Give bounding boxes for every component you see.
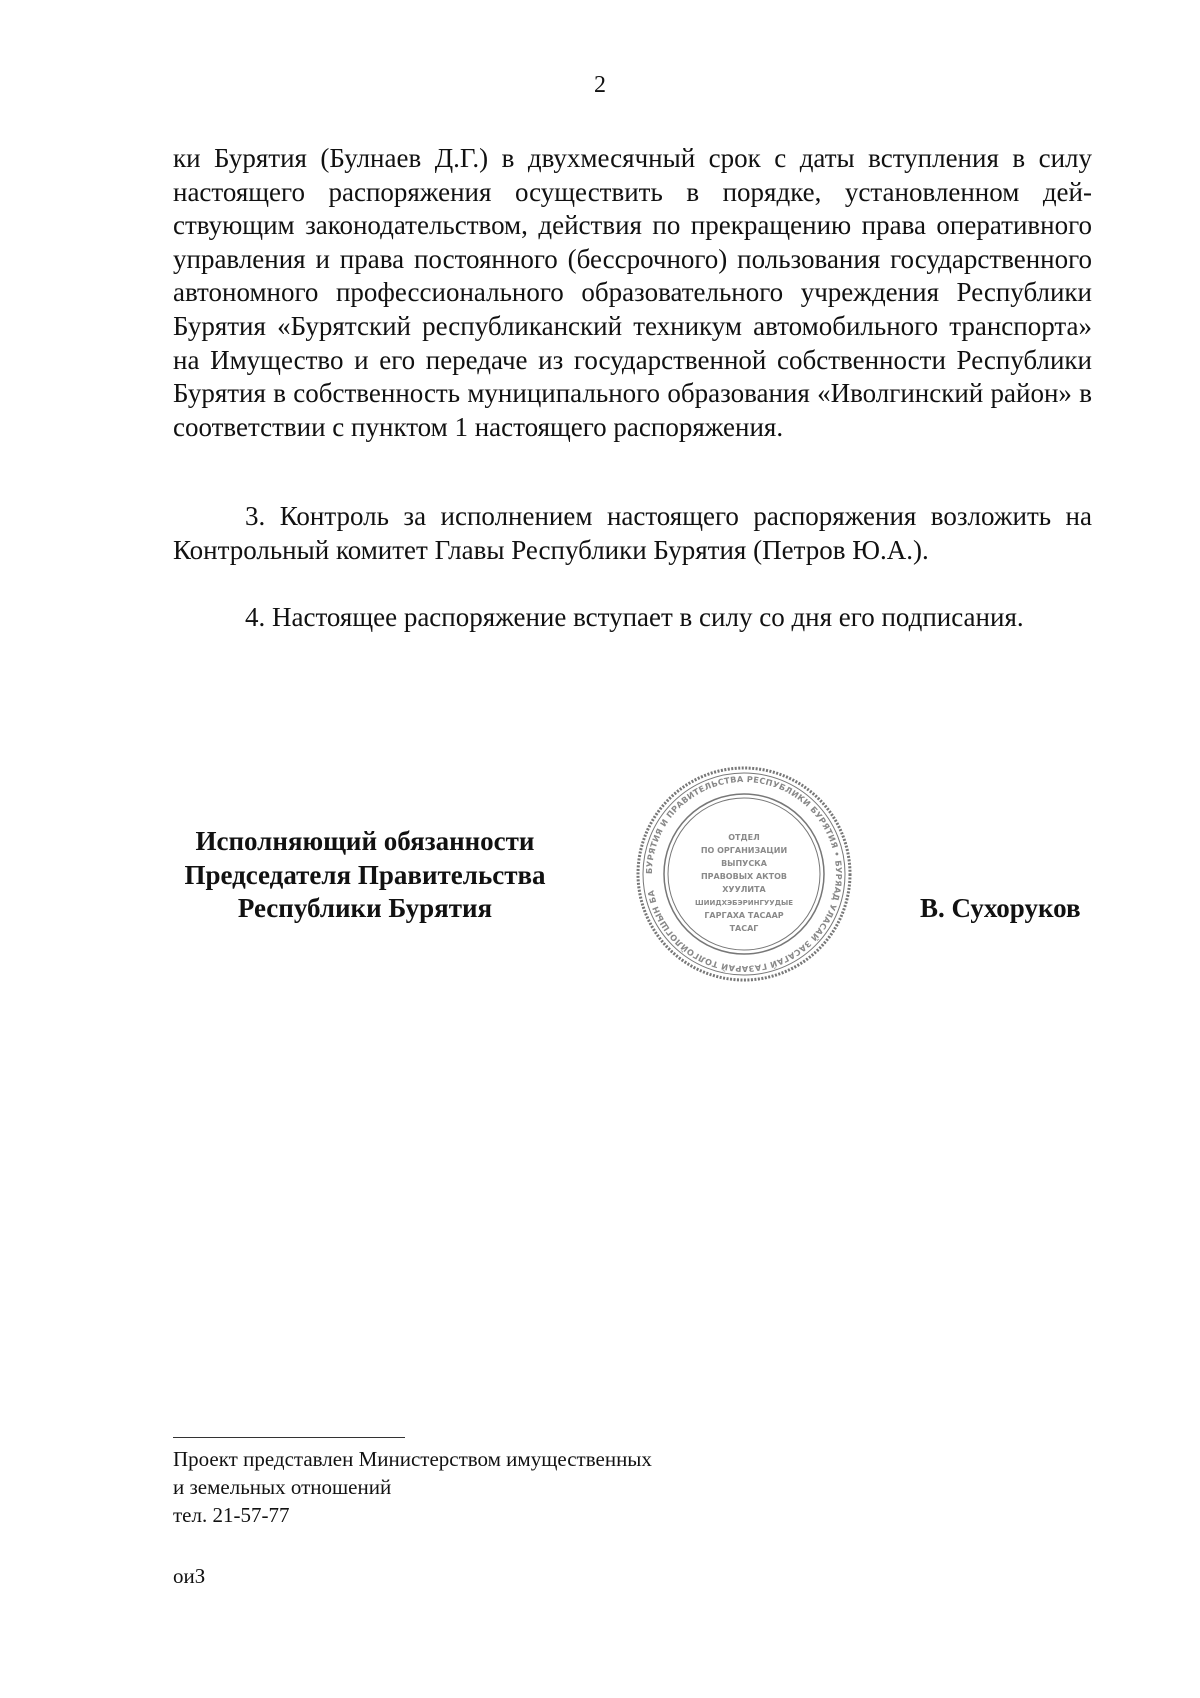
signatory-position-line: Председателя Правительства (184, 859, 546, 890)
signatory-name: В. Сухоруков (920, 893, 1081, 923)
signatory-position-line: Исполняющий обязанности (195, 826, 535, 856)
paragraph-control-clause: 3. Контроль за исполнением настоящего распоряжения возложить на Контрольный комитет Главы Республики Бурятия (Петров Ю.А.). (173, 501, 1092, 565)
seal-inner-line: ПО ОРГАНИЗАЦИИ (700, 846, 788, 855)
document-code: оиЗ (173, 1564, 206, 1588)
seal-inner-line: ОТДЕЛ (728, 833, 760, 842)
paragraph-continuation: ки Бурятия (Булнаев Д.Г.) в двухмесячный срок с даты вступления в силу настоящего распоряжения осуществить в порядке, установленном действующим законодательством, действия по прекращению права оперативного управления и права постоянного (бессрочного) пользования государственного автономного профессионального образовательного учреждения Республики Бурятия «Бурятский республиканский техникум автомобильного транспорта» на Имущество и его передаче из государственной собственности Республики Бурятия в собственность муниципального образования «Иволгинский район» в соответствии с пунктом 1 настоящего распоряжения. (173, 143, 1092, 442)
seal-inner-line: ПРАВОВЫХ АКТОВ (700, 872, 788, 881)
footnote-phone: тел. 21-57-77 (173, 1503, 290, 1527)
footnote (173, 1445, 652, 1529)
seal-inner-line: ХУУЛИТА (722, 885, 766, 894)
seal-inner-line: ВЫПУСКА (721, 859, 767, 868)
svg-text:БУРЯТИЯ И ПРАВИТЕЛЬСТВА РЕСПУБ: БУРЯТИЯ И ПРАВИТЕЛЬСТВА РЕСПУБЛИКИ БУРЯТИЯ • БУРЯАД УЛАСАЙ ЗАСАГАЙ ГАЗАРАЙ ТОЛГОЙЛОГШЫН БА (643, 773, 845, 975)
footnote-line: Проект представлен Министерством имущественных (173, 1447, 652, 1471)
seal-inner-line: ШИИДХЭБЭРИНГУУДЫЕ (695, 899, 793, 907)
page-number: 2 (594, 72, 606, 98)
paragraph-effective-clause: 4. Настоящее распоряжение вступает в силу со дня его подписания. (245, 602, 1024, 632)
signatory-position-line: Республики Бурятия (237, 893, 493, 924)
footnote-line: и земельных отношений (173, 1475, 392, 1499)
signatory-position (158, 825, 572, 926)
official-seal (634, 764, 854, 984)
seal-ring-text-secondary: БУРЯАД УЛАСАЙ ЗАСАГАЙ ГАЗАРАЙ ТОЛГОЙЛОГШЫН БА (645, 859, 845, 975)
footnote-divider (173, 1437, 405, 1438)
seal-inner-line: ГАРГАХА ТАСААР (704, 911, 784, 920)
seal-inner-line: ТАСАГ (729, 924, 759, 933)
seal-ring-text: БУРЯТИЯ И ПРАВИТЕЛЬСТВА РЕСПУБЛИКИ БУРЯТИЯ (643, 773, 841, 875)
